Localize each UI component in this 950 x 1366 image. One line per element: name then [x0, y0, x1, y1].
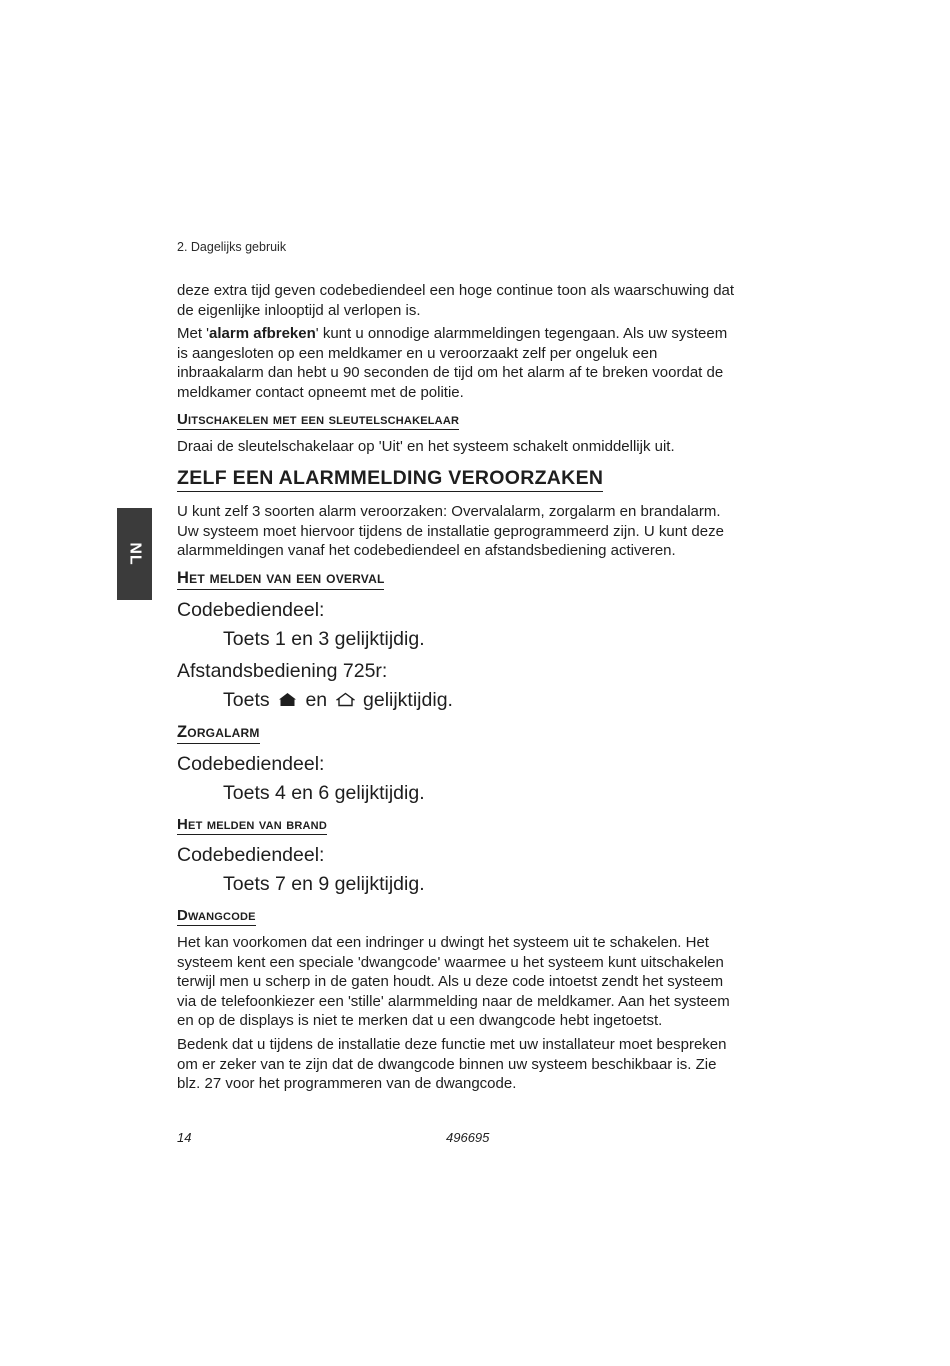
page-content — [177, 281, 737, 1098]
intro-paragraph-1: deze extra tijd geven codebediendeel een hoge continue toon als waarschuwing dat de eigenlijke inlooptijd al verlopen is. — [177, 282, 735, 319]
overval-heading: Het melden van een overval — [177, 569, 384, 590]
uitschakelen-heading: Uitschakelen met een sleutelschakelaar — [177, 410, 460, 428]
language-tab-label: NL — [126, 542, 144, 566]
section-heading: ZELF EEN ALARMMELDING VEROORZAKEN — [177, 467, 603, 492]
zorgalarm-heading: Zorgalarm — [177, 723, 260, 744]
chapter-header: 2. Dagelijks gebruik — [177, 240, 287, 254]
zorgalarm-code-instruction: Toets 4 en 6 gelijktijdig. — [223, 781, 425, 804]
dwangcode-paragraph-2: Bedenk dat u tijdens de installatie deze functie met uw installateur moet bespreken om er zeker van te zijn dat de dwangcode binnen uw systeem beschikbaar is. Zie blz. 27 voor het programmeren van de dwangcode. — [177, 1035, 727, 1093]
dwangcode-heading: Dwangcode — [177, 906, 256, 924]
overval-remote-instruction — [177, 687, 737, 714]
zorgalarm-code-label: Codebediendeel: — [177, 752, 325, 775]
overval-code-label: Codebediendeel: — [177, 598, 325, 621]
document-number: 496695 — [446, 1130, 490, 1145]
uitschakelen-text: Draai de sleutelschakelaar op 'Uit' en het systeem schakelt onmiddellijk uit. — [177, 437, 675, 455]
house-outline-icon — [336, 692, 355, 707]
remote-pre: Toets — [223, 688, 270, 711]
intro-p2-post: ' kunt u onnodige alarmmeldingen tegengaan. Als uw systeem is aangesloten op een meldkamer en u veroorzaakt zelf per ongeluk een inbraakalarm dan hebt u 90 seconden de tijd om het alarm af te breken voordat de meldkamer contact opneemt met de politie. — [177, 325, 728, 401]
house-filled-icon — [278, 692, 297, 707]
overval-remote-label: Afstandsbediening 725r: — [177, 659, 388, 682]
brand-code-label: Codebediendeel: — [177, 843, 325, 866]
brand-heading: Het melden van brand — [177, 815, 327, 833]
language-tab — [117, 508, 152, 600]
intro-paragraph-2 — [177, 324, 737, 402]
remote-post: gelijktijdig. — [363, 688, 453, 711]
overval-code-instruction: Toets 1 en 3 gelijktijdig. — [223, 627, 425, 650]
dwangcode-paragraph-1: Het kan voorkomen dat een indringer u dwingt het systeem uit te schakelen. Het systeem kent een speciale 'dwangcode' waarmee u het systeem kunt uitschakelen terwijl men u scherp in de gaten houdt. Als u deze code intoetst zendt het systeem via de telefoonkiezer een 'stille' alarmmelding naar de meldkamer. Aan het systeem en op de displays is niet te merken dat u een dwangcode hebt ingetoetst. — [177, 933, 730, 1030]
page-number: 14 — [177, 1130, 192, 1145]
alarm-afbreken-term: alarm afbreken — [209, 325, 316, 343]
section-text: U kunt zelf 3 soorten alarm veroorzaken: Overvalalarm, zorgalarm en brandalarm. Uw systeem moet hiervoor tijdens de installatie geprogrammeerd zijn. U kunt deze alarmmeldingen vanaf het codebediendeel en afstandsbediening activeren. — [177, 503, 724, 560]
intro-p2-pre: Met ' — [177, 325, 210, 343]
brand-code-instruction: Toets 7 en 9 gelijktijdig. — [223, 872, 425, 895]
remote-mid: en — [305, 688, 328, 711]
